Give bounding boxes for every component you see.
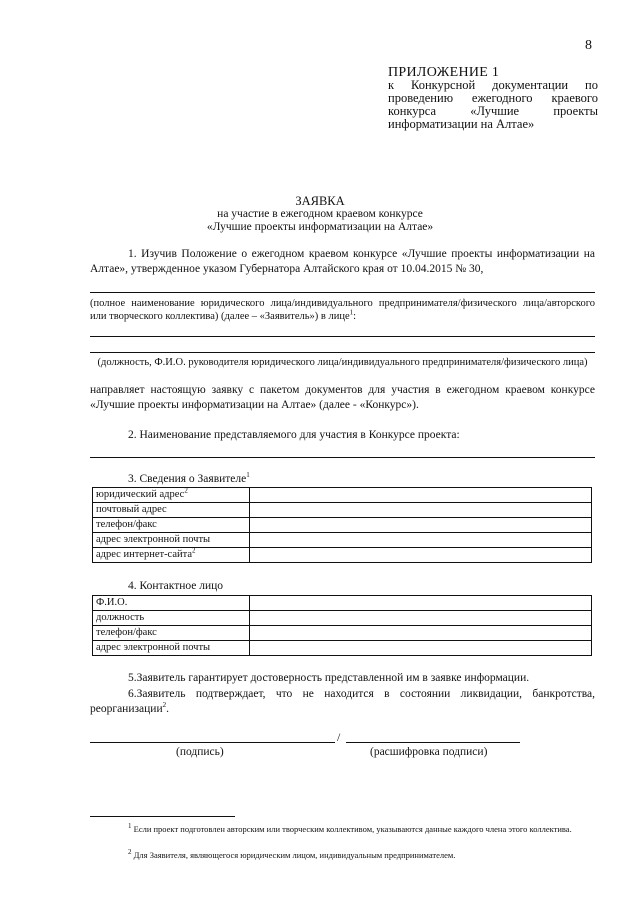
applicant-info-table: [92, 487, 592, 563]
table-row: [93, 548, 592, 563]
table-row: [93, 641, 592, 656]
table-row: [93, 488, 592, 503]
footnote-divider: [90, 816, 235, 817]
signature-label: (подпись): [176, 746, 224, 758]
section3-title-text: 3. Сведения о Заявителе: [128, 473, 247, 485]
table-cell-label: телефон/факс: [93, 626, 250, 641]
row-sup: 2: [192, 546, 196, 555]
footnote-1: [90, 823, 600, 835]
table-row: [93, 503, 592, 518]
table-cell-label: [93, 548, 250, 563]
table-cell-value[interactable]: [250, 503, 592, 518]
representative-line-2[interactable]: [90, 352, 595, 353]
row-label: адрес электронной почты: [96, 534, 211, 545]
section6-text-body: 6.Заявитель подтверждает, что не находится в состоянии ликвидации, банкротства, реорганизации: [90, 688, 595, 715]
table-cell-label: [93, 518, 250, 533]
applicant-name-caption: (полное наименование юридического лица/индивидуального предпринимателя/физического лица/авторского или творческого коллектива) (далее – «Заявитель») в лице$^1$:: [90, 298, 595, 322]
signature-line[interactable]: [90, 742, 335, 743]
footnote-1-mark: 1: [128, 822, 132, 831]
table-row: [93, 611, 592, 626]
table-cell-value[interactable]: [250, 641, 592, 656]
project-name-line[interactable]: [90, 457, 595, 458]
section2-title: 2. Наименование представляемого для участия в Конкурсе проекта:: [128, 429, 460, 441]
table-cell-value[interactable]: [250, 626, 592, 641]
signature-separator: /: [337, 730, 341, 744]
section3-title: [90, 472, 595, 487]
footnote-2-mark: 2: [128, 848, 132, 857]
applicant-name-line[interactable]: [90, 292, 595, 293]
footnote-2-text: Для Заявителя, являющегося юридическим лицом, индивидуальным предпринимателем.: [133, 850, 456, 860]
table-cell-value[interactable]: [250, 518, 592, 533]
contact-person-table: [92, 595, 592, 656]
table-cell-value[interactable]: [250, 548, 592, 563]
row-label: юридический адрес: [96, 489, 185, 500]
footnote-ref-1b: 1: [246, 471, 250, 480]
footnote-2: [90, 849, 600, 861]
table-cell-value[interactable]: [250, 611, 592, 626]
signature-decode-line[interactable]: [346, 742, 520, 743]
representative-caption: (должность, Ф.И.О. руководителя юридического лица/индивидуального предпринимателя/физического лица): [97, 357, 588, 368]
section5-text: 5.Заявитель гарантирует достоверность представленной им в заявке информации.: [128, 672, 530, 684]
row-label: почтовый адрес: [96, 504, 167, 515]
representative-line-1[interactable]: [90, 336, 595, 337]
footnote-ref-2: 2: [162, 701, 167, 710]
table-cell-label: [93, 488, 250, 503]
table-cell-value[interactable]: [250, 596, 592, 611]
signature-decode-label: (расшифровка подписи): [370, 746, 488, 758]
row-sup: 2: [184, 486, 188, 495]
table-cell-label: Ф.И.О.: [93, 596, 250, 611]
table-row: [93, 518, 592, 533]
footnote-ref-1: 1: [349, 308, 354, 317]
table-cell-label: адрес электронной почты: [93, 641, 250, 656]
table-cell-label: [93, 503, 250, 518]
document-subtitle: [0, 208, 640, 234]
section1-text: 1. Изучив Положение о ежегодном краевом конкурсе «Лучшие проекты информатизации на Алтае», утвержденное указом Губернатора Алтайского края от 10.04.2015 № 30,: [90, 248, 595, 275]
row-label: адрес интернет-сайта: [96, 549, 193, 560]
page-number: 8: [585, 38, 592, 53]
appendix-block: [388, 66, 598, 131]
table-cell-value[interactable]: [250, 533, 592, 548]
table-row: [93, 596, 592, 611]
applicant-name-caption-text: (полное наименование юридического лица/индивидуального предпринимателя/физического лица/авторского или творческого коллектива) (далее – «Заявитель») в лице: [90, 298, 595, 322]
appendix-text: к Конкурсной документации по проведению ежегодного краевого конкурса «Лучшие проекты информатизации на Алтае»: [388, 78, 598, 131]
table-cell-label: [93, 533, 250, 548]
table-cell-label: должность: [93, 611, 250, 626]
section6-text: 6.Заявитель подтверждает, что не находится в состоянии ликвидации, банкротства, реорганизации$^2$.: [90, 688, 595, 715]
section1-text2: направляет настоящую заявку с пакетом документов для участия в ежегодном краевом конкурсе «Лучшие проекты информатизации на Алтае» (далее - «Конкурс»).: [90, 384, 595, 411]
table-cell-value[interactable]: [250, 488, 592, 503]
table-row: [93, 533, 592, 548]
document-subtitle-line1: на участие в ежегодном краевом конкурсе: [217, 208, 423, 220]
appendix-title: ПРИЛОЖЕНИЕ 1: [388, 65, 500, 80]
footnote-1-text: Если проект подготовлен авторским или творческим коллективом, указываются данные каждого члена этого коллектива.: [133, 824, 572, 834]
table-row: [93, 626, 592, 641]
row-label: телефон/факс: [96, 519, 157, 530]
document-subtitle-line2: «Лучшие проекты информатизации на Алтае»: [206, 221, 434, 233]
section4-title: 4. Контактное лицо: [128, 580, 224, 592]
document-title: ЗАЯВКА: [295, 194, 345, 208]
